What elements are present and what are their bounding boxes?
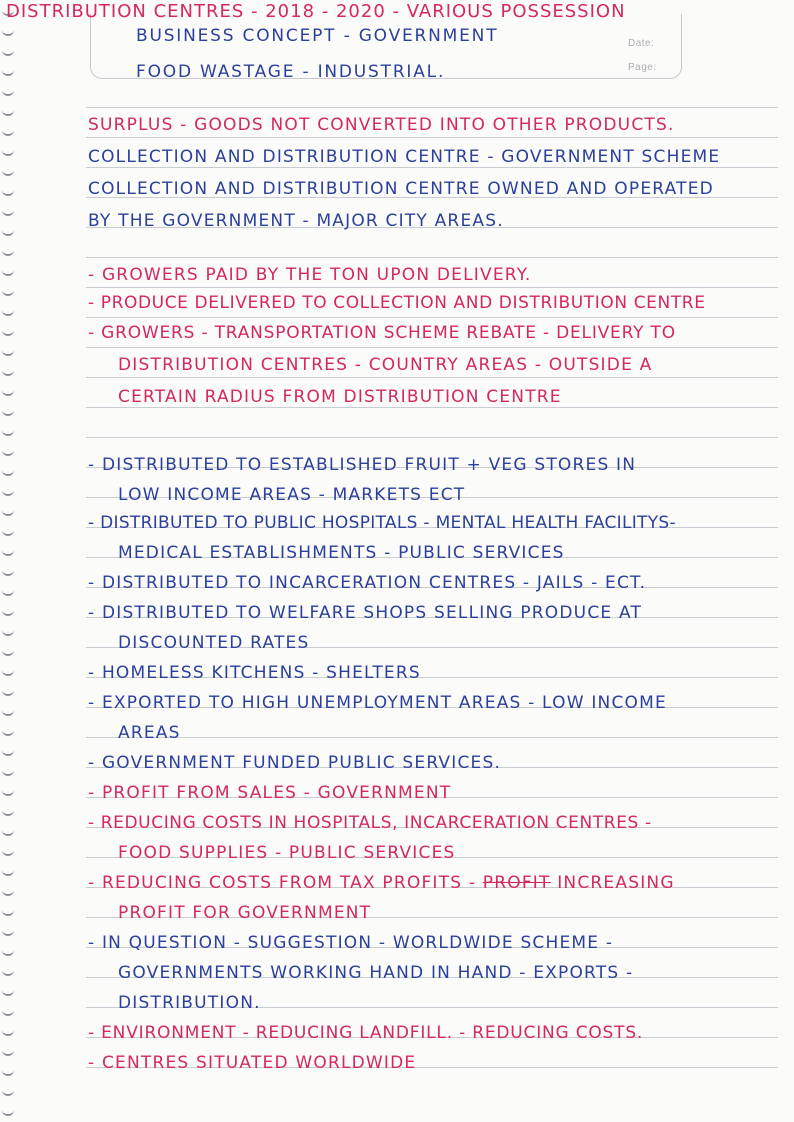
spiral-binding (0, 0, 22, 1122)
benefit-line-1: - PROFIT FROM SALES - GOVERNMENT (88, 783, 452, 803)
binding-ring (2, 606, 14, 616)
ruled-line (86, 377, 778, 378)
binding-ring (2, 466, 14, 476)
dist-line-7: DISCOUNTED RATES (118, 633, 310, 653)
binding-ring (2, 1026, 14, 1036)
binding-ring (2, 166, 14, 176)
page-label: Page: (628, 62, 657, 73)
binding-ring (2, 886, 14, 896)
binding-ring (2, 766, 14, 776)
binding-ring (2, 946, 14, 956)
struck-word: PROFIT (482, 873, 551, 893)
page-title: DISTRIBUTION CENTRES - 2018 - 2020 - VARIOUS POSSESSION (6, 1, 626, 22)
binding-ring (2, 626, 14, 636)
binding-ring (2, 706, 14, 716)
ruled-line (86, 437, 778, 438)
growers-line-1: - GROWERS PAID BY THE TON UPON DELIVERY. (88, 265, 532, 285)
binding-ring (2, 246, 14, 256)
binding-ring (2, 106, 14, 116)
benefit-line-8: DISTRIBUTION. (118, 993, 261, 1013)
benefit-line-4 (88, 873, 675, 893)
ruled-line (86, 257, 778, 258)
binding-ring (2, 366, 14, 376)
dist-line-10: AREAS (118, 723, 181, 743)
header-line-2: FOOD WASTAGE - INDUSTRIAL. (136, 62, 446, 82)
benefit-line-4-end: INCREASING (557, 873, 675, 893)
binding-ring (2, 526, 14, 536)
dist-line-8: - HOMELESS KITCHENS - SHELTERS (88, 663, 421, 683)
ruled-line (86, 107, 778, 108)
benefit-line-6: - IN QUESTION - SUGGESTION - WORLDWIDE SCHEME - (88, 933, 614, 953)
binding-ring (2, 126, 14, 136)
binding-ring (2, 846, 14, 856)
binding-ring (2, 666, 14, 676)
dist-line-3: - DISTRIBUTED TO PUBLIC HOSPITALS - MENTAL HEALTH FACILITYS- (88, 513, 676, 533)
growers-line-5: CERTAIN RADIUS FROM DISTRIBUTION CENTRE (118, 387, 562, 407)
binding-ring (2, 306, 14, 316)
dist-line-4: MEDICAL ESTABLISHMENTS - PUBLIC SERVICES (118, 543, 565, 563)
binding-ring (2, 1046, 14, 1056)
binding-ring (2, 46, 14, 56)
binding-ring (2, 826, 14, 836)
binding-ring (2, 746, 14, 756)
binding-ring (2, 1086, 14, 1096)
binding-ring (2, 1106, 14, 1116)
binding-ring (2, 226, 14, 236)
binding-ring (2, 486, 14, 496)
binding-ring (2, 406, 14, 416)
ruled-line (86, 347, 778, 348)
intro-line-1: SURPLUS - GOODS NOT CONVERTED INTO OTHER PRODUCTS. (88, 115, 675, 135)
ruled-line (86, 137, 778, 138)
binding-ring (2, 686, 14, 696)
benefit-line-4-start: - REDUCING COSTS FROM TAX PROFITS - (88, 873, 477, 893)
ruled-line (86, 737, 778, 738)
growers-line-4: DISTRIBUTION CENTRES - COUNTRY AREAS - OUTSIDE A (118, 355, 653, 375)
benefit-line-7: GOVERNMENTS WORKING HAND IN HAND - EXPORTS - (118, 963, 634, 983)
binding-ring (2, 646, 14, 656)
binding-ring (2, 986, 14, 996)
intro-line-2: COLLECTION AND DISTRIBUTION CENTRE - GOVERNMENT SCHEME (88, 147, 721, 167)
binding-ring (2, 546, 14, 556)
binding-ring (2, 966, 14, 976)
binding-ring (2, 146, 14, 156)
dist-line-5: - DISTRIBUTED TO INCARCERATION CENTRES - JAILS - ECT. (88, 573, 647, 593)
intro-line-4: BY THE GOVERNMENT - MAJOR CITY AREAS. (88, 211, 504, 231)
binding-ring (2, 66, 14, 76)
binding-ring (2, 446, 14, 456)
dist-line-6: - DISTRIBUTED TO WELFARE SHOPS SELLING PRODUCE AT (88, 603, 643, 623)
date-label: Date: (628, 38, 655, 49)
growers-line-3: - GROWERS - TRANSPORTATION SCHEME REBATE - DELIVERY TO (88, 323, 676, 343)
growers-line-2: - PRODUCE DELIVERED TO COLLECTION AND DISTRIBUTION CENTRE (88, 293, 706, 313)
binding-ring (2, 346, 14, 356)
intro-line-3: COLLECTION AND DISTRIBUTION CENTRE OWNED AND OPERATED (88, 179, 714, 199)
binding-ring (2, 26, 14, 36)
binding-ring (2, 926, 14, 936)
binding-ring (2, 386, 14, 396)
binding-ring (2, 206, 14, 216)
header-line-1: BUSINESS CONCEPT - GOVERNMENT (136, 26, 499, 46)
ruled-line (86, 287, 778, 288)
binding-ring (2, 426, 14, 436)
binding-ring (2, 866, 14, 876)
binding-ring (2, 86, 14, 96)
dist-line-9: - EXPORTED TO HIGH UNEMPLOYMENT AREAS - LOW INCOME (88, 693, 667, 713)
benefit-line-3: FOOD SUPPLIES - PUBLIC SERVICES (118, 843, 456, 863)
ruled-line (86, 167, 778, 168)
benefit-line-9: - ENVIRONMENT - REDUCING LANDFILL. - REDUCING COSTS. (88, 1023, 644, 1043)
binding-ring (2, 1006, 14, 1016)
dist-line-2: LOW INCOME AREAS - MARKETS ECT (118, 485, 466, 505)
binding-ring (2, 566, 14, 576)
benefit-line-10: - CENTRES SITUATED WORLDWIDE (88, 1053, 417, 1073)
binding-ring (2, 586, 14, 596)
dist-line-1: - DISTRIBUTED TO ESTABLISHED FRUIT + VEG STORES IN (88, 455, 637, 475)
ruled-line (86, 317, 778, 318)
binding-ring (2, 286, 14, 296)
binding-ring (2, 1066, 14, 1076)
dist-line-11: - GOVERNMENT FUNDED PUBLIC SERVICES. (88, 753, 502, 773)
benefit-line-2: - REDUCING COSTS IN HOSPITALS, INCARCERATION CENTRES - (88, 813, 652, 833)
ruled-line (86, 407, 778, 408)
binding-ring (2, 806, 14, 816)
binding-ring (2, 326, 14, 336)
binding-ring (2, 726, 14, 736)
binding-ring (2, 186, 14, 196)
binding-ring (2, 266, 14, 276)
binding-ring (2, 906, 14, 916)
binding-ring (2, 506, 14, 516)
binding-ring (2, 786, 14, 796)
benefit-line-5: PROFIT FOR GOVERNMENT (118, 903, 372, 923)
